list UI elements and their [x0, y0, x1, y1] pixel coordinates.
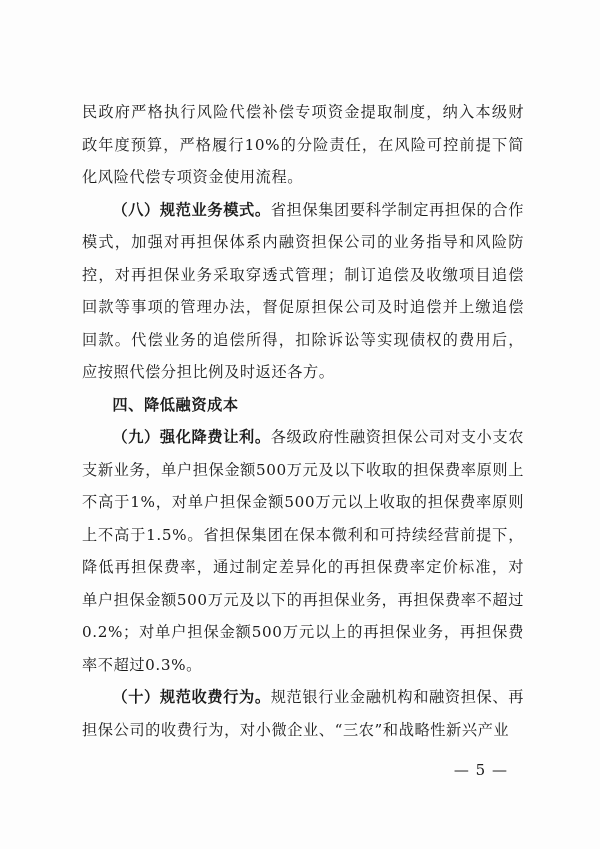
item-10-body: 规范银行业金融机构和融资担保、再担保公司的收费行为，对小微企业、“三农”和战略性新兴产业	[82, 688, 524, 739]
paragraph-item-10	[82, 681, 524, 746]
document-body	[82, 96, 524, 746]
paragraph-item-8	[82, 194, 524, 389]
item-8-body: 省担保集团要科学制定再担保的合作模式，加强对再担保体系内融资担保公司的业务指导和风险防控，对再担保业务采取穿透式管理；制订追偿及收缴项目追偿回款等事项的管理办法，督促原担保公司及时追偿并上缴追偿回款。代偿业务的追偿所得，扣除诉讼等实现债权的费用后，应按照代偿分担比例及时返还各方。	[82, 200, 524, 381]
item-8-heading: （八）规范业务模式。	[112, 200, 271, 219]
item-9-heading: （九）强化降费让利。	[112, 428, 271, 446]
paragraph-item-9	[82, 421, 524, 681]
item-9-body: 各级政府性融资担保公司对支小支农支新业务，单户担保金额500万元及以下收取的担保费率原则上不高于1%，对单户担保金额500万元以上收取的担保费率原则上不高于1.5%。省担保集团在保本微利和可持续经营前提下，降低再担保费率，通过制定差异化的再担保费率定价标准，对单户担保金额500万元及以下的再担保业务，再担保费率不超过0.2%；对单户担保金额500万元以上的再担保业务，再担保费率不超过0.3%。	[82, 428, 524, 674]
paragraph-continuation: 民政府严格执行风险代偿补偿专项资金提取制度，纳入本级财政年度预算，严格履行10%的分险责任，在风险可控前提下简化风险代偿专项资金使用流程。	[82, 103, 524, 186]
item-10-heading: （十）规范收费行为。	[112, 688, 271, 706]
page-number: — 5 —	[453, 761, 508, 779]
section-4-heading: 四、降低融资成本	[112, 395, 239, 414]
